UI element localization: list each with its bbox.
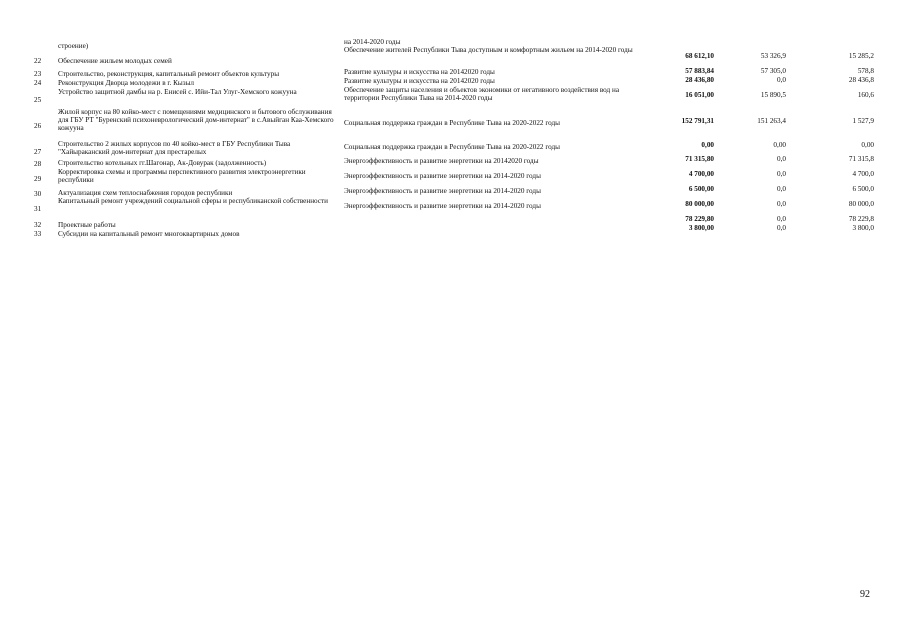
row-number: 26 bbox=[34, 122, 42, 130]
republic-amount: 15 285,2 bbox=[848, 52, 874, 60]
republic-amount: 71 315,8 bbox=[848, 155, 874, 163]
total-amount: 80 000,00 bbox=[685, 200, 714, 208]
row-number: 32 bbox=[34, 221, 42, 229]
program-name: Социальная поддержка граждан в Республике Тыва на 2020-2022 годы bbox=[344, 119, 560, 127]
item-name: Капитальный ремонт учреждений социальной сферы и республиканской собственности bbox=[58, 197, 329, 205]
row-number: 33 bbox=[34, 230, 42, 238]
item-name: Строительство, реконструкция, капитальный ремонт объектов культуры bbox=[58, 70, 280, 78]
total-amount: 28 436,80 bbox=[685, 76, 714, 84]
row-number: 29 bbox=[34, 175, 42, 183]
republic-amount: 80 000,0 bbox=[848, 200, 874, 208]
federal-amount: 0,0 bbox=[777, 200, 786, 208]
row-number: 22 bbox=[34, 57, 42, 65]
program-name: Энергоэффективность и развитие энергетики на 2014-2020 годы bbox=[344, 202, 541, 210]
republic-amount: 1 527,9 bbox=[852, 117, 874, 125]
federal-amount: 53 326,9 bbox=[760, 52, 786, 60]
row-number: 28 bbox=[34, 160, 42, 168]
program-name: Социальная поддержка граждан в Республике Тыва на 2020-2022 годы bbox=[344, 143, 560, 151]
federal-amount: 15 890,5 bbox=[760, 91, 786, 99]
federal-amount: 0,00 bbox=[773, 141, 786, 149]
program-name: Обеспечение защиты населения и объектов экономики от негативного воздействия вод на территории Республики Тыва на 2014-2020 годы bbox=[344, 86, 620, 102]
name-continuation: строение) bbox=[58, 42, 89, 50]
program-name: Энергоэффективность и развитие энергетики на 2014-2020 годы bbox=[344, 187, 541, 195]
item-name: Актуализация схем теплоснабжения городов республики bbox=[58, 189, 233, 197]
row-number: 25 bbox=[34, 96, 42, 104]
program-continuation: на 2014-2020 годы bbox=[344, 38, 401, 46]
row-number: 30 bbox=[34, 190, 42, 198]
item-name: Строительство котельных гг.Шагонар, Ак-Довурак (задолженность) bbox=[58, 159, 267, 167]
item-name: Устройство защитной дамбы на р. Енисей с. Ийи-Тал Улуг-Хемского кожууна bbox=[58, 88, 297, 96]
item-name: Обеспечение жильем молодых семей bbox=[58, 57, 172, 65]
total-amount: 3 800,00 bbox=[688, 224, 714, 232]
federal-amount: 151 263,4 bbox=[757, 117, 786, 125]
page-number: 92 bbox=[860, 589, 870, 600]
total-amount: 57 883,84 bbox=[685, 67, 714, 75]
federal-amount: 57 305,0 bbox=[760, 67, 786, 75]
republic-amount: 4 700,0 bbox=[852, 170, 874, 178]
item-name: Строительство 2 жилых корпусов по 40 койко-мест в ГБУ Республики Тыва "Хайыраканский дом-интернат для престарелых bbox=[58, 140, 291, 156]
federal-amount: 0,0 bbox=[777, 155, 786, 163]
federal-amount: 0,0 bbox=[777, 76, 786, 84]
total-amount: 0,00 bbox=[701, 141, 714, 149]
republic-amount: 160,6 bbox=[857, 91, 874, 99]
republic-amount: 0,00 bbox=[861, 141, 874, 149]
item-name: Субсидии на капитальный ремонт многоквартирных домов bbox=[58, 230, 240, 238]
total-amount: 4 700,00 bbox=[688, 170, 714, 178]
federal-amount: 0,0 bbox=[777, 185, 786, 193]
total-amount: 68 612,10 bbox=[685, 52, 714, 60]
row-number: 27 bbox=[34, 148, 42, 156]
total-amount: 71 315,80 bbox=[685, 155, 714, 163]
item-name: Жилой корпус на 80 койко-мест с помещениями медицинского и бытового обслуживания для ГБУ РТ "Буренский психоневрологический дом-интернат" в с.Авыйган Каа-Хемского кожууна bbox=[58, 108, 334, 132]
republic-amount: 578,8 bbox=[857, 67, 874, 75]
row-number: 24 bbox=[34, 79, 42, 87]
program-name: Развитие культуры и искусства на 20142020 годы bbox=[344, 77, 495, 85]
program-name: Энергоэффективность и развитие энергетики на 2014-2020 годы bbox=[344, 172, 541, 180]
program-name: Энергоэффективность и развитие энергетики на 20142020 годы bbox=[344, 157, 539, 165]
program-name: Обеспечение жителей Республики Тыва доступным и комфортным жильем на 2014-2020 годы bbox=[344, 46, 633, 54]
total-amount: 16 051,00 bbox=[685, 91, 714, 99]
row-number: 31 bbox=[34, 205, 42, 213]
republic-amount: 28 436,8 bbox=[848, 76, 874, 84]
row-number: 23 bbox=[34, 70, 42, 78]
federal-amount: 0,0 bbox=[777, 170, 786, 178]
republic-amount: 3 800,0 bbox=[852, 224, 874, 232]
federal-amount: 0,0 bbox=[777, 224, 786, 232]
item-name: Реконструкция Дворца молодежи в г. Кызыл bbox=[58, 79, 195, 87]
federal-amount: 0,0 bbox=[777, 215, 786, 223]
total-amount: 152 791,31 bbox=[681, 117, 714, 125]
program-name: Развитие культуры и искусства на 20142020 годы bbox=[344, 68, 495, 76]
item-name: Корректировка схемы и программы перспективного развития электроэнергетики республики bbox=[58, 168, 306, 184]
item-name: Проектные работы bbox=[58, 221, 116, 229]
total-amount: 6 500,00 bbox=[688, 185, 714, 193]
republic-amount: 78 229,8 bbox=[848, 215, 874, 223]
total-amount: 78 229,80 bbox=[685, 215, 714, 223]
republic-amount: 6 500,0 bbox=[852, 185, 874, 193]
